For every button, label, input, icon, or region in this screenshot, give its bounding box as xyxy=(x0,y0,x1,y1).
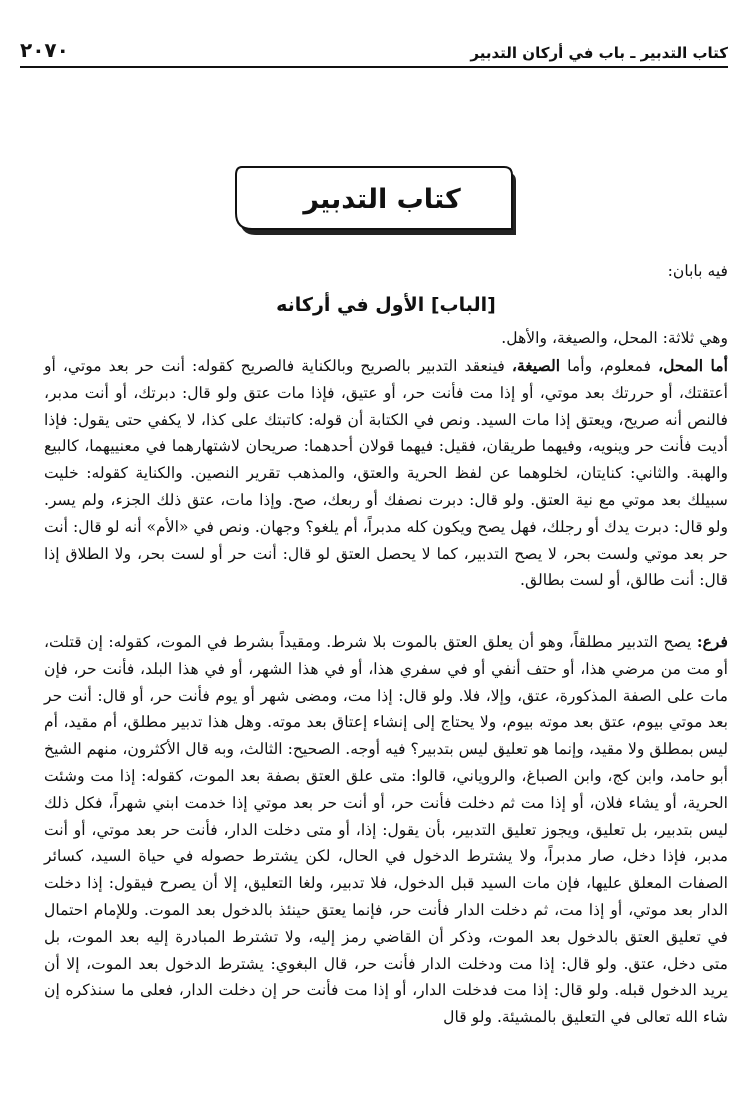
page-header xyxy=(20,34,728,62)
header-rule xyxy=(20,66,728,68)
page-number: ٢٠٧٠ xyxy=(20,38,69,62)
lead-term-mahal: أما المحل، xyxy=(658,356,728,375)
branch-label: فرع: xyxy=(696,632,728,651)
chapter-title-box xyxy=(232,165,522,241)
paragraph-text: فمعلوم، وأما xyxy=(560,357,659,375)
lead-term-sigha: الصيغة، xyxy=(511,356,561,375)
paragraph-text: فينعقد التدبير بالصريح وبالكناية فالصريح كقوله: أنت حر بعد موتي، أو أعتقتك، أو حررتك بعد موتي، أو إذا مت فأنت حر، أو عتيق، فإذا مات عتق ولو قال: دبرتك، أو أنت مدبر، فالنص أنه صريح، ويعتق إذا مات السيد. ونص في الكتابة أن قوله: كاتبتك على كذا، لا يكفي حتى يقول: فإذا أديت فأنت حر وينويه، وفيهما طريقان، فقيل: فيهما قولان أحدهما: صريحان لاشتهارهما في معنييهما، كالبيع والهبة. والثاني: كنايتان، لخلوهما عن لفظ الحرية والعتق، والمذهب تقرير النصين. والكناية كقوله: خليت سبيلك بعد موتي مع نية العتق. ولو قال: دبرت نصفك أو ربعك، صح. وإذا مات، عتق ذلك الجزء، ولم يسر. ولو قال: دبرت يدك أو رجلك، فهل يصح ويكون كله مدبراً، أم يلغو؟ وجهان. ونص في «الأم» أنه لو قال: أنت حر بعد موتي ولست بحر، لا يصح التدبير، كما لا يحصل العتق لو قال: أنت حر أو لست بحر، ولا الطلاق إذا قال: أنت طالق، أو لست بطالق. xyxy=(44,357,728,590)
intro-line: فيه بابان: xyxy=(667,262,728,280)
chapter-heading: [الباب] الأول في أركانه xyxy=(276,294,496,316)
book-title: كتاب التدبير xyxy=(303,184,461,215)
elements-line: وهي ثلاثة: المحل، والصيغة، والأهل. xyxy=(501,329,728,347)
main-paragraph xyxy=(44,353,728,594)
paragraph-text: يصح التدبير مطلقاً، وهو أن يعلق العتق بالموت بلا شرط. ومقيداً بشرط في الموت، كقوله: إن قتلت، أو مت من مرضي هذا، أو حتف أنفي أو في سفري هذا، أو في هذا الشهر، أو في هذا البلد، فأنت حر، فإن مات على الصفة المذكورة، عتق، وإلا، فلا. ولو قال: إذا مت، ومضى شهر أو يوم فأنت حر، أو قال: أنت حر بعد موتي بيوم، عتق بعد موته بيوم، ولا يحتاج إلى إنشاء إعتاق بعد موته. وهل هذا تدبير مطلق، أم مقيد، أم ليس بمطلق ولا مقيد، وإنما هو تعليق ليس بتدبير؟ فيه أوجه. الصحيح: الثالث، وبه قال الأكثرون، منهم الشيخ أبو حامد، وابن كج، وابن الصباغ، والروياني، قالوا: متى علق العتق بصفة بعد الموت، كقوله: إذا مت وشئت الحرية، أو يشاء فلان، أو إذا مت ثم دخلت فأنت حر، أو أنت حر بعد موتي إذا خدمت ابني شهراً، فكل ذلك ليس بتدبير، بل تعليق، ويجوز تعليق التدبير، بأن يقول: إذا، أو متى دخلت الدار، فأنت حر بعد موتي، أو أنت مدبر، فإذا دخل، صار مدبراً، ولا يشترط الدخول في الحال، لكن يشترط حصوله في حياة السيد، كسائر الصفات المعلق عليها، فإن مات السيد قبل الدخول، فلا تدبير، ولغا التعليق، إلا أن يصرح فيقول: إذا دخلت الدار بعد موتي، أو إذا مت، ثم دخلت الدار فأنت حر، فإنما يعتق حينئذ بالدخول بعد الموت. وللإمام احتمال في تعليق العتق بالدخول بعد الموت، وذكر أن القاضي رمز إليه، ولا تشترط المبادرة إليه بعد الموت، بل متى دخل، عتق. ولو قال: إذا مت ودخلت الدار فأنت حر، قال البغوي: يشترط الدخول بعد الموت، إلا أن يريد الدخول قبله. ولو قال: إذا مت فدخلت الدار، أو إذا مت فأنت حر إن دخلت الدار، فعلى ما سنذكره إن شاء الله تعالى في التعليق بالمشيئة. ولو قال xyxy=(44,633,728,1027)
branch-paragraph xyxy=(44,629,728,1031)
running-title: كتاب التدبير ـ باب في أركان التدبير xyxy=(470,44,728,62)
